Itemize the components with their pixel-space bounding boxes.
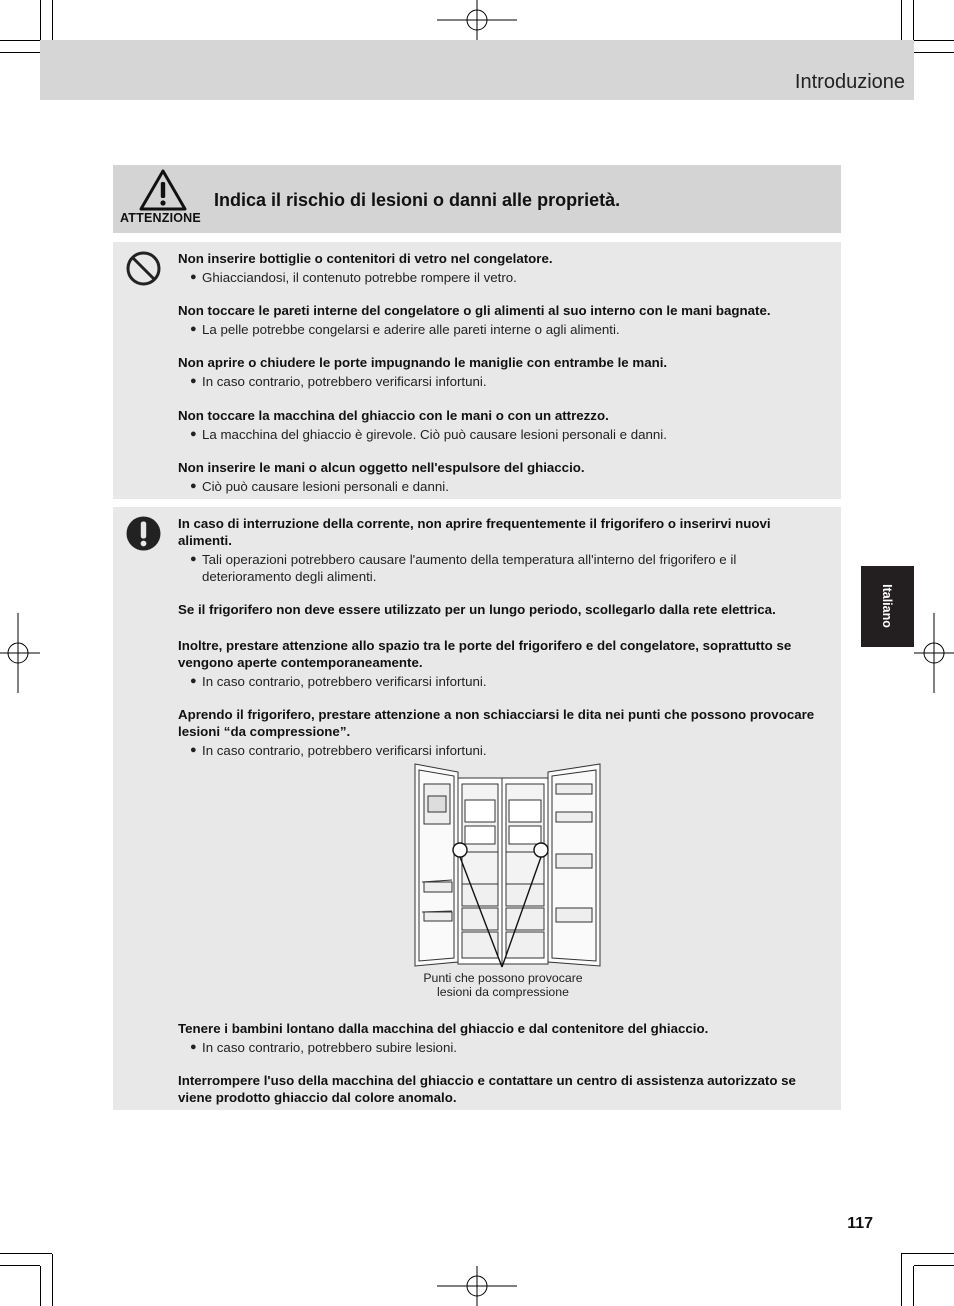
refrigerator-illustration bbox=[410, 762, 606, 972]
item-title: Aprendo il frigorifero, prestare attenzione a non schiacciarsi le dita nei punti che possono provocare lesioni “da compressione”. bbox=[178, 707, 815, 739]
item-title: Tenere i bambini lontano dalla macchina del ghiaccio e dal contenitore del ghiaccio. bbox=[178, 1021, 709, 1036]
item-title: In caso di interruzione della corrente, non aprire frequentemente il frigorifero o inserirvi nuovi alimenti. bbox=[178, 516, 771, 548]
section-title: Introduzione bbox=[794, 71, 905, 93]
item-bullet: ● La pelle potrebbe congelarsi e aderire alle pareti interne o agli alimenti. bbox=[190, 322, 620, 337]
item-bullet: ● Tali operazioni potrebbero causare l'aumento della temperatura all'interno del frigorifero e il deterioramento degli alimenti. bbox=[190, 552, 737, 584]
item-title: Non aprire o chiudere le porte impugnando le maniglie con entrambe le mani. bbox=[178, 355, 668, 370]
registration-mark-bottom bbox=[437, 1266, 517, 1306]
warning-triangle-icon bbox=[139, 169, 187, 211]
list-item bbox=[178, 250, 828, 286]
list-item bbox=[178, 1072, 828, 1106]
registration-mark-top bbox=[437, 0, 517, 40]
prohibition-icon bbox=[125, 250, 162, 287]
registration-mark-right bbox=[914, 613, 954, 693]
registration-mark-left bbox=[0, 613, 40, 693]
item-title: Non inserire bottiglie o contenitori di vetro nel congelatore. bbox=[178, 251, 553, 266]
list-item bbox=[178, 459, 828, 495]
item-title: Interrompere l'uso della macchina del ghiaccio e contattare un centro di assistenza autorizzato se viene prodotto ghiaccio dal colore anomalo. bbox=[178, 1073, 796, 1105]
list-item bbox=[178, 637, 828, 690]
item-title: Non toccare la macchina del ghiaccio con le mani o con un attrezzo. bbox=[178, 408, 609, 423]
item-bullet: ● Ghiacciandosi, il contenuto potrebbe rompere il vetro. bbox=[190, 270, 517, 285]
item-bullet: ● Ciò può causare lesioni personali e danni. bbox=[190, 479, 449, 494]
item-title: Inoltre, prestare attenzione allo spazio tra le porte del frigorifero e del congelatore, soprattutto se vengono aperte contemporaneamente. bbox=[178, 638, 792, 670]
exclamation-icon bbox=[125, 515, 162, 552]
page-number: 117 bbox=[847, 1215, 873, 1232]
list-item bbox=[178, 515, 828, 585]
attention-label: ATTENZIONE bbox=[120, 211, 201, 225]
item-bullet: ● In caso contrario, potrebbero verificarsi infortuni. bbox=[190, 374, 487, 389]
item-bullet: ● In caso contrario, potrebbero verificarsi infortuni. bbox=[190, 674, 487, 689]
list-item bbox=[178, 1020, 828, 1056]
item-bullet: ● La macchina del ghiaccio è girevole. Ciò può causare lesioni personali e danni. bbox=[190, 427, 667, 442]
header-band bbox=[40, 40, 914, 100]
list-item bbox=[178, 601, 828, 618]
item-title: Se il frigorifero non deve essere utilizzato per un lungo periodo, scollegarlo dalla rete elettrica. bbox=[178, 602, 776, 617]
list-item bbox=[178, 354, 828, 390]
attention-text: Indica il rischio di lesioni o danni alle proprietà. bbox=[214, 190, 621, 210]
list-item bbox=[178, 706, 828, 759]
item-bullet: ● In caso contrario, potrebbero subire lesioni. bbox=[190, 1040, 457, 1055]
list-item bbox=[178, 302, 828, 338]
item-title: Non toccare le pareti interne del congelatore o gli alimenti al suo interno con le mani bagnate. bbox=[178, 303, 771, 318]
item-title: Non inserire le mani o alcun oggetto nell'espulsore del ghiaccio. bbox=[178, 460, 585, 475]
list-item bbox=[178, 407, 828, 443]
item-bullet: ● In caso contrario, potrebbero verificarsi infortuni. bbox=[190, 743, 487, 758]
figure-caption: Punti che possono provocare lesioni da compressione bbox=[423, 971, 583, 999]
language-tab-label: Italiano bbox=[880, 584, 894, 628]
